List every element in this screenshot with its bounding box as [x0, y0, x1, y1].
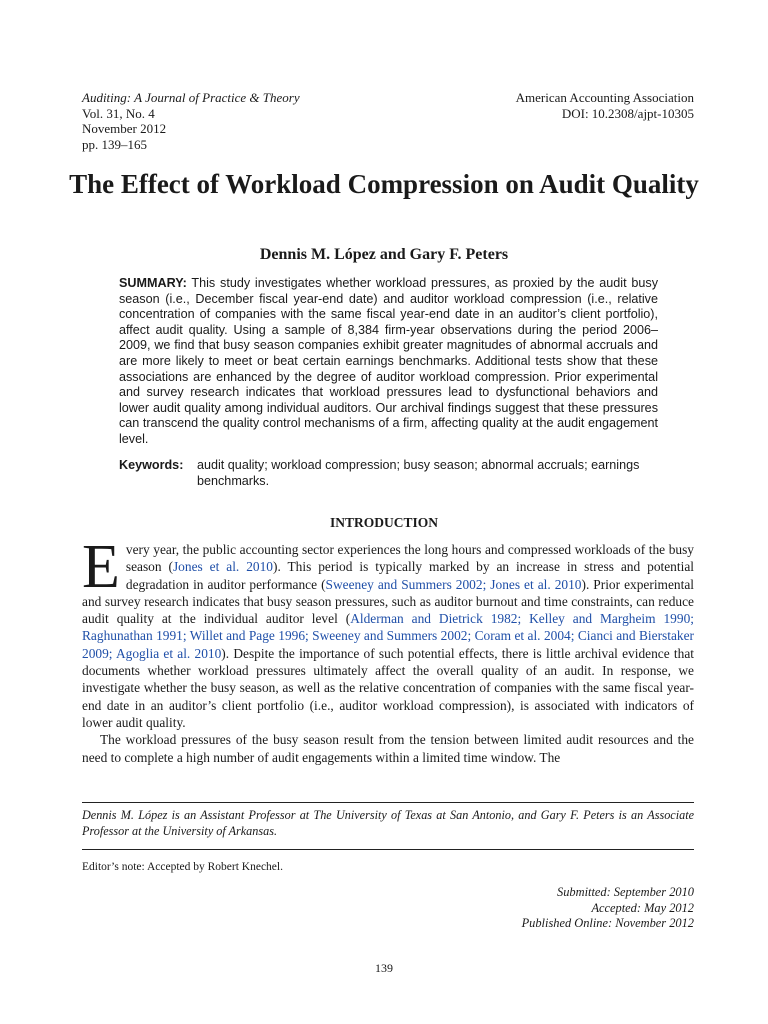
author-footnote: Dennis M. López is an Assistant Professor at The University of Texas at San Antonio, and Gary F. Peters is an Associate Professor at the University of Arkansas. — [82, 808, 694, 838]
journal-name: Auditing: A Journal of Practice & Theory — [82, 90, 300, 105]
intro-paragraph-2: The workload pressures of the busy season result from the tension between limited audit resources and the need to complete a high number of audit engagements within a limited time window. The — [82, 732, 694, 765]
citation-link[interactable]: Jones et al. 2010 — [172, 559, 273, 575]
paragraph-text: ). Despite the importance of such potential effects, there is little archival evidence that documents whether workload pressures ultimately affect the overall quality of an audit. In response, we investigate whether the busy season, as well as the relative concentration of companies with the same fiscal year-end date in an auditor’s client portfolio (i.e., auditor workload compression), is associated with indicators of lower audit quality. — [82, 645, 694, 730]
paper-title: The Effect of Workload Compression on Audit Quality — [69, 169, 699, 199]
journal-info — [82, 90, 300, 152]
paragraph-text: ). Prior experimental and survey research indicates that busy season pressures, such as auditor burnout and time constraints, can reduce audit quality at the individual auditor level ( — [82, 576, 694, 627]
doi[interactable]: DOI: 10.2308/ajpt-10305 — [561, 105, 694, 121]
publisher-name: American Accounting Association — [515, 90, 694, 105]
keywords-text: audit quality; workload compression; busy season; abnormal accruals; earnings benchmarks. — [197, 458, 640, 488]
published-date: Published Online: November 2012 — [521, 916, 694, 931]
summary-text: This study investigates whether workload pressures, as proxied by the audit busy season (i.e., December fiscal year-end date) and auditor workload compression (i.e., relative concentration of companies with the same fiscal year-end date in an auditor’s client portfolio), affect audit quality. Using a sample of 8,384 firm-year observations during the period 2006–2009, we find that busy season companies exhibit greater magnitudes of abnormal accruals and are more likely to meet or beat certain earnings benchmarks. Additional tests show that these associations are enhanced by the degree of auditor workload compression. Prior experimental and survey research indicates that workload pressures lead to dysfunctional behaviors and lower audit quality among individual auditors. Our archival findings suggest that these pressures can transcend the quality control mechanisms of a firm, affecting quality at the audit engagement level. — [119, 276, 658, 446]
submitted-date: Submitted: September 2010 — [557, 885, 694, 899]
abstract — [119, 276, 658, 448]
paragraph-text: ). This period is typically marked by an increase in stress and potential degradation in auditor performance ( — [125, 559, 694, 592]
accepted-date: Accepted: May 2012 — [591, 900, 694, 915]
keywords-label: Keywords: — [119, 458, 184, 472]
paper-authors: Dennis M. López and Gary F. Peters — [259, 246, 509, 263]
journal-volume: Vol. 31, No. 4 — [82, 105, 155, 121]
citation-link[interactable]: Sweeney and Summers 2002; Jones et al. 2010 — [325, 576, 582, 592]
publisher-info — [516, 90, 694, 121]
journal-pages: pp. 139–165 — [82, 136, 147, 152]
body-text — [82, 533, 694, 766]
keywords — [119, 458, 658, 489]
page-number: 139 — [375, 961, 393, 975]
section-heading-introduction: INTRODUCTION — [329, 515, 438, 530]
footnote-divider-bottom — [82, 849, 694, 850]
citation-link[interactable]: Alderman and Dietrick 1982; Kelley and Margheim 1990; Raghunathan 1991; Willet and Page 1996; Sweeney and Summers 2002; Coram et al. 2004; Cianci and Bierstaker 2009; Agoglia et al. 2010 — [82, 611, 694, 661]
editor-note: Editor’s note: Accepted by Robert Knechel. — [82, 861, 283, 873]
drop-cap: E — [82, 533, 120, 601]
publication-dates — [522, 885, 694, 932]
journal-date: November 2012 — [82, 121, 167, 136]
paragraph-text: very year, the public accounting sector experiences the long hours and compressed workloads of the busy season ( — [125, 542, 694, 575]
summary-label: SUMMARY: — [119, 276, 187, 290]
footnote-divider — [82, 802, 694, 803]
intro-paragraph-1 — [82, 533, 694, 731]
